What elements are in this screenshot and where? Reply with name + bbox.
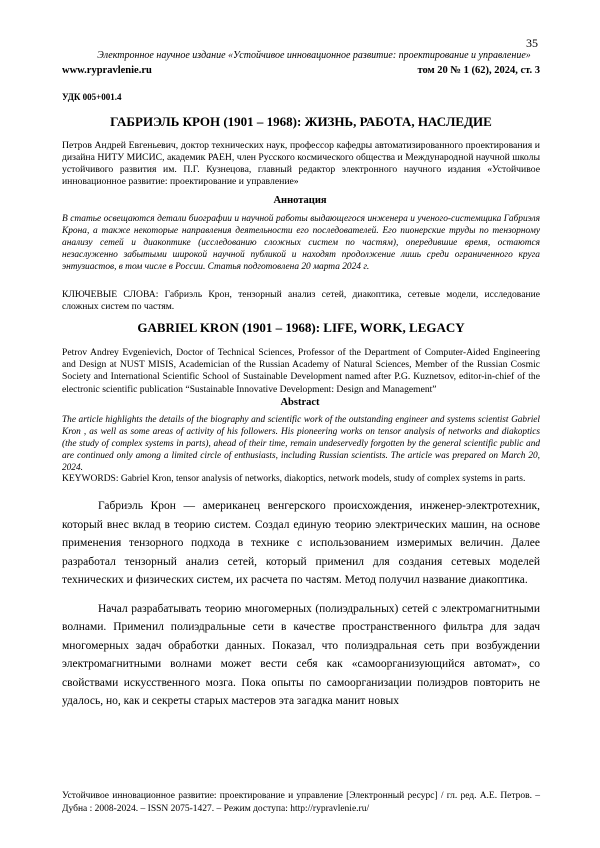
abstract-heading-english: Abstract bbox=[280, 397, 320, 408]
title-russian: ГАБРИЭЛЬ КРОН (1901 – 1968): ЖИЗНЬ, РАБОТА, НАСЛЕДИЕ bbox=[110, 114, 492, 129]
keywords-russian: КЛЮЧЕВЫЕ СЛОВА: Габриэль Крон, тензорный анализ сетей, диакоптика, сетевые модели, исследование сложных систем по частям. bbox=[62, 289, 540, 313]
title-english: GABRIEL KRON (1901 – 1968): LIFE, WORK, LEGACY bbox=[137, 320, 465, 335]
body-paragraph: Габриэль Крон — американец венгерского происхождения, инженер-электротехник, который внес вклад в теорию систем. Создал единую теорию электрических машин, на основе применения тензорного подхода в технике с использованием измеримых величин. Далее разработал тензорный анализ сетей, который применил для создания сетевых моделей технических и физических систем, их расчета по частям. Метод получил название диакоптика. bbox=[62, 500, 540, 586]
body-paragraph: Начал разрабатывать теорию многомерных (полиэдральных) сетей с электромагнитными волнами. Применил полиэдральные сети в качестве пространственного фильтра для задач многомерных задач обработки данных. Показал, что полиэдральная сеть при возбуждении электромагнитными волнами может вести себя как «самоорганизующийся автомат», со свойствами искусственного мозга. Пока опыты по самоорганизации полиэдров повторить не удалось, но, как и секреты старых мастеров эта загадка манит новых bbox=[62, 602, 540, 707]
journal-title: Электронное научное издание «Устойчивое инновационное развитие: проектирование и управление» bbox=[97, 50, 531, 61]
abstract-english: The article highlights the details of the biography and scientific work of the outstanding engineer and systems scientist Gabriel Kron , as well as some areas of activity of his followers. His pioneering works on tensor analysis of networks and diakoptics (the study of complex systems in parts), ahead of their time, remain undeservedly forgotten by the general scientific public and are continued only among a limited circle of enthusiasts, including Russian scientists. The article was prepared on March 20, 2024. bbox=[62, 415, 540, 473]
site-link[interactable]: www.rypravlenie.ru bbox=[62, 65, 152, 76]
udk-code: УДК 005+001.4 bbox=[62, 92, 122, 102]
page-footer: Устойчивое инновационное развитие: проектирование и управление [Электронный ресурс] / гл. ред. А.Е. Петров. – Дубна : 2008-2024. – ISSN 2075-1427. – Режим доступа: http://rypravlenie.ru/ bbox=[62, 791, 540, 814]
keywords-english: KEYWORDS: Gabriel Kron, tensor analysis of networks, diakoptics, network models, study of complex systems in parts. bbox=[62, 474, 526, 484]
body-text bbox=[62, 497, 540, 721]
abstract-heading-russian: Аннотация bbox=[273, 195, 327, 206]
running-header bbox=[62, 65, 540, 76]
author-info-russian: Петров Андрей Евгеньевич, доктор технических наук, профессор кафедры автоматизированного проектирования и дизайна НИТУ МИСИС, академик РАЕН, член Русского космического общества и Международной научной школы устойчивого развития им. П.Г. Кузнецова, главный редактор электронного научного издания «Устойчивое инновационное развитие: проектирование и управление» bbox=[62, 140, 540, 187]
page-number: 35 bbox=[526, 36, 538, 50]
issue-info: том 20 № 1 (62), 2024, ст. 3 bbox=[417, 65, 540, 76]
author-info-english: Petrov Andrey Evgenievich, Doctor of Technical Sciences, Professor of the Department of Computer-Aided Engineering and Design at NUST MISIS, Academician of the Russian Academy of Natural Sciences, Member of the Russian Cosmic Society and International Scientific School of Sustainable Development named after P.G. Kuznetsov, editor-in-chief of the electronic scientific publication “Sustainable Innovative Development: Design and Management” bbox=[62, 347, 540, 395]
abstract-russian: В статье освещаются детали биографии и научной работы выдающегося инженера и ученого-системщика Габриэля Крона, а также некоторые направления деятельности его последователей. Его пионерские труды по тензорному анализу сетей и диакоптике (исследованию сложных систем по частям), опередившие время, остаются незаслуженно забытыми широкой научной публикой и находят продолжение лишь среди ограниченного круга энтузиастов, в том числе в России. Статья подготовлена 20 марта 2024 г. bbox=[62, 214, 540, 273]
